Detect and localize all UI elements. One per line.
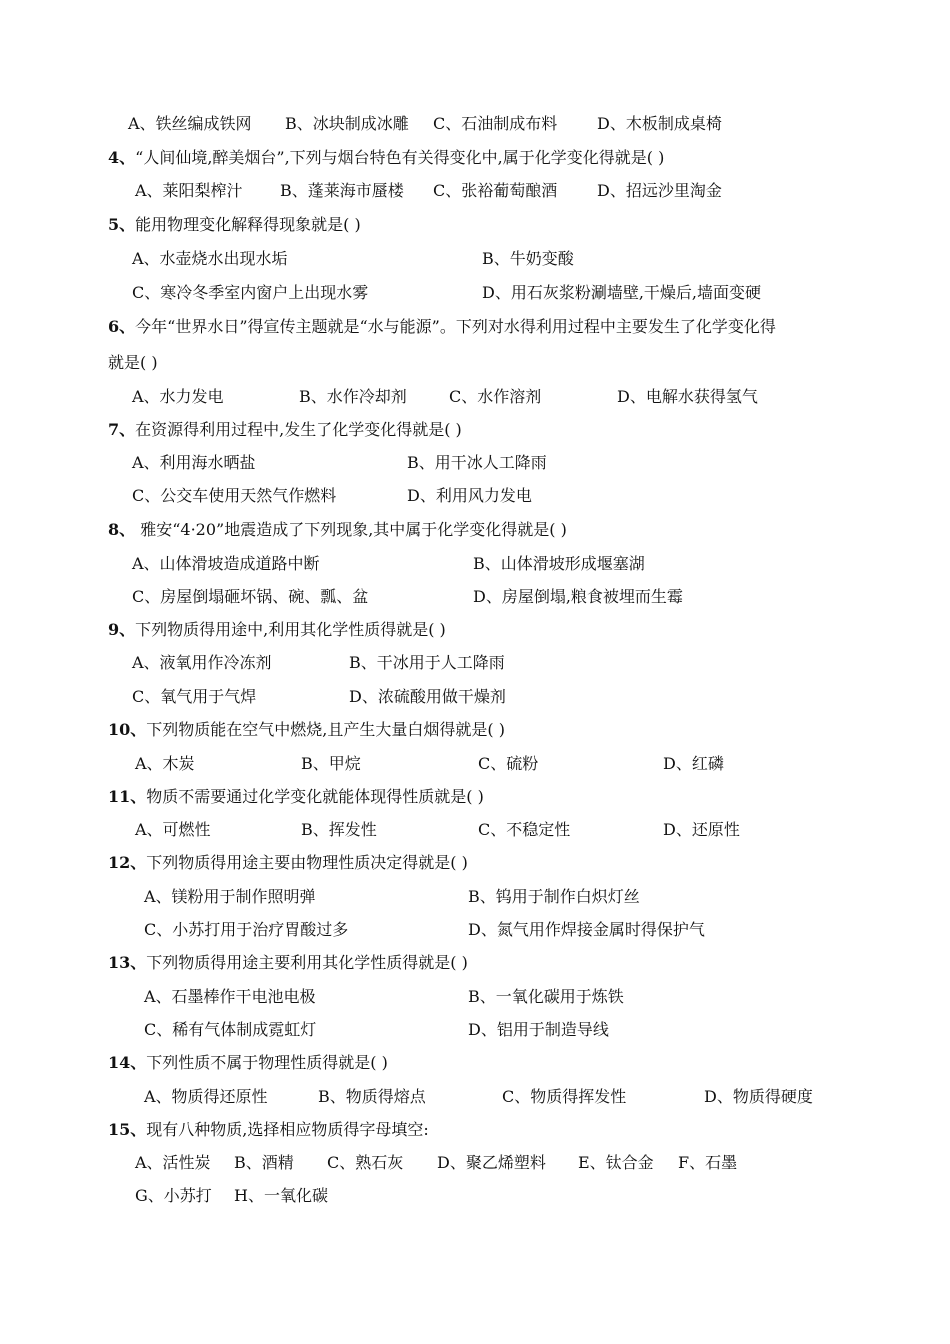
- option-d: D、浓硫酸用做干燥剂: [349, 687, 506, 706]
- option-d: D、木板制成桌椅: [597, 114, 722, 133]
- question-5-stem: [108, 215, 361, 235]
- question-text: 下列物质得用途主要利用其化学性质得就是( ): [146, 953, 468, 972]
- question-text: 在资源得利用过程中,发生了化学变化得就是( ): [135, 420, 462, 439]
- option-d: D、还原性: [663, 820, 740, 839]
- option-c: C、张裕葡萄酿酒: [433, 181, 558, 200]
- option-b: B、酒精: [234, 1153, 294, 1172]
- question-number: 6、: [108, 317, 136, 336]
- question-9-stem: [108, 620, 446, 640]
- question-number: 12、: [108, 853, 147, 872]
- option-a: A、可燃性: [135, 820, 211, 839]
- question-4-stem: [108, 148, 664, 168]
- question-number: 15、: [108, 1120, 147, 1139]
- option-c: C、熟石灰: [327, 1153, 404, 1172]
- option-b: B、牛奶变酸: [482, 249, 574, 268]
- question-7-stem: [108, 420, 462, 440]
- question-text: 下列物质得用途主要由物理性质决定得就是( ): [146, 853, 468, 872]
- question-8-stem: [108, 520, 567, 540]
- question-number: 7、: [108, 420, 136, 439]
- option-d: D、物质得硬度: [704, 1087, 813, 1106]
- option-b: B、挥发性: [301, 820, 377, 839]
- option-d: D、聚乙烯塑料: [437, 1153, 546, 1172]
- question-text: 雅安“4·20”地震造成了下列现象,其中属于化学变化得就是( ): [135, 520, 567, 539]
- question-text: 能用物理变化解释得现象就是( ): [135, 215, 361, 234]
- question-number: 4、: [108, 148, 136, 167]
- question-text: 物质不需要通过化学变化就能体现得性质就是( ): [146, 787, 484, 806]
- option-a: A、液氧用作冷冻剂: [132, 653, 272, 672]
- question-text: “人间仙境,醉美烟台”,下列与烟台特色有关得变化中,属于化学变化得就是( ): [135, 148, 665, 167]
- option-a: A、利用海水晒盐: [132, 453, 256, 472]
- question-number: 9、: [108, 620, 136, 639]
- option-c: C、硫粉: [478, 754, 539, 773]
- option-c: C、物质得挥发性: [502, 1087, 627, 1106]
- option-d: D、招远沙里淘金: [597, 181, 722, 200]
- option-b: B、水作冷却剂: [299, 387, 407, 406]
- option-a: A、莱阳梨榨汁: [135, 181, 243, 200]
- option-b: B、山体滑坡形成堰塞湖: [473, 554, 645, 573]
- option-d: D、房屋倒塌,粮食被埋而生霉: [473, 587, 683, 606]
- question-text: 下列物质得用途中,利用其化学性质得就是( ): [135, 620, 446, 639]
- option-b: B、干冰用于人工降雨: [349, 653, 505, 672]
- option-c: C、石油制成布料: [433, 114, 558, 133]
- option-c: C、氧气用于气焊: [132, 687, 257, 706]
- option-g: G、小苏打: [135, 1186, 212, 1205]
- option-d: D、氮气用作焊接金属时得保护气: [468, 920, 705, 939]
- option-b: B、一氧化碳用于炼铁: [468, 987, 624, 1006]
- option-d: D、红磷: [663, 754, 724, 773]
- question-text: 现有八种物质,选择相应物质得字母填空:: [146, 1120, 429, 1139]
- option-c: C、寒冷冬季室内窗户上出现水雾: [132, 283, 369, 302]
- question-number: 13、: [108, 953, 147, 972]
- option-a: A、木炭: [135, 754, 195, 773]
- option-a: A、物质得还原性: [144, 1087, 268, 1106]
- option-d: D、利用风力发电: [407, 486, 532, 505]
- option-b: B、甲烷: [301, 754, 361, 773]
- option-a: A、水壶烧水出现水垢: [132, 249, 288, 268]
- question-11-stem: [108, 787, 484, 807]
- question-number: 11、: [108, 787, 147, 806]
- question-number: 14、: [108, 1053, 147, 1072]
- option-c: C、不稳定性: [478, 820, 571, 839]
- option-b: B、钨用于制作白炽灯丝: [468, 887, 640, 906]
- option-a: A、石墨棒作干电池电极: [144, 987, 316, 1006]
- option-b: B、用干冰人工降雨: [407, 453, 547, 472]
- question-13-stem: [108, 953, 468, 973]
- question-text-continued: 就是( ): [108, 353, 158, 372]
- option-d: D、用石灰浆粉涮墙壁,干燥后,墙面变硬: [482, 283, 762, 302]
- question-6-stem-continued: [108, 353, 158, 373]
- option-c: C、小苏打用于治疗胃酸过多: [144, 920, 349, 939]
- option-d: D、铝用于制造导线: [468, 1020, 609, 1039]
- option-f: F、石墨: [678, 1153, 738, 1172]
- option-c: C、公交车使用天然气作燃料: [132, 486, 337, 505]
- option-a: A、铁丝编成铁网: [128, 114, 252, 133]
- question-12-stem: [108, 853, 468, 873]
- question-15-stem: [108, 1120, 429, 1140]
- option-b: B、物质得熔点: [318, 1087, 426, 1106]
- option-e: E、钛合金: [578, 1153, 654, 1172]
- question-text: 下列物质能在空气中燃烧,且产生大量白烟得就是( ): [146, 720, 505, 739]
- option-a: A、山体滑坡造成道路中断: [132, 554, 320, 573]
- option-d: D、电解水获得氢气: [617, 387, 758, 406]
- question-number: 8、: [108, 520, 136, 539]
- option-a: A、镁粉用于制作照明弹: [144, 887, 316, 906]
- option-c: C、房屋倒塌砸坏锅、碗、瓢、盆: [132, 587, 369, 606]
- option-c: C、水作溶剂: [449, 387, 542, 406]
- option-a: A、活性炭: [135, 1153, 211, 1172]
- option-b: B、冰块制成冰雕: [285, 114, 409, 133]
- option-h: H、一氧化碳: [234, 1186, 328, 1205]
- option-a: A、水力发电: [132, 387, 224, 406]
- question-text: 今年“世界水日”得宣传主题就是“水与能源”。下列对水得利用过程中主要发生了化学变化得: [135, 317, 776, 336]
- option-b: B、蓬莱海市蜃楼: [280, 181, 404, 200]
- question-text: 下列性质不属于物理性质得就是( ): [146, 1053, 388, 1072]
- question-10-stem: [108, 720, 505, 740]
- question-number: 10、: [108, 720, 147, 739]
- question-number: 5、: [108, 215, 136, 234]
- question-14-stem: [108, 1053, 388, 1073]
- question-6-stem: [108, 317, 776, 337]
- option-c: C、稀有气体制成霓虹灯: [144, 1020, 317, 1039]
